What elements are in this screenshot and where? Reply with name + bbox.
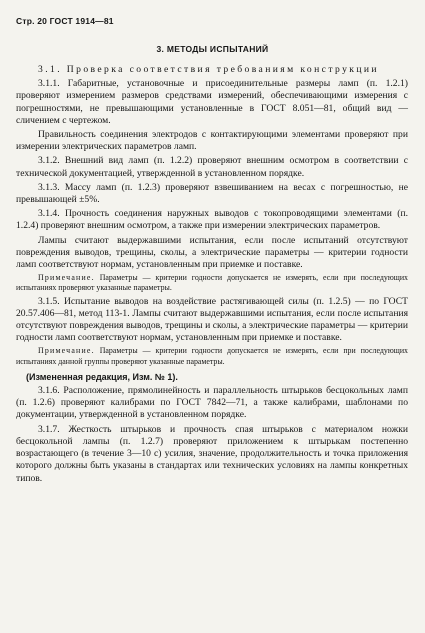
note-1 [16,273,408,293]
note-1-text: Параметры — критерии годности допускается не измерять, если при последующих испытаниях проверяют указанные параметры. [16,273,408,293]
note-2 [16,346,408,366]
page-header: Стр. 20 ГОСТ 1914—81 [16,16,114,26]
edition-note: (Измененная редакция, Изм. № 1). [26,371,178,382]
paragraph-electrodes: Правильность соединения электродов с контактирующими элементами проверяют при измерении электрических параметров ламп. [16,129,408,153]
paragraph-lamps-passed: Лампы считают выдержавшими испытания, если после испытаний отсутствуют повреждения выводов, трещины, сколы, а электрические параметры — критерии годности ламп соответствуют нормам, установленным при приемке и поставке. [16,234,408,271]
paragraph-3-1-6: 3.1.6. Расположение, прямолинейность и параллельность штырьков бесцокольных ламп (п. 1.2.6) проверяют калибрами по ГОСТ 7842—71, а также калибрами, шаблонами по документации, утвержденной в установленном порядке. [16,385,408,421]
paragraph-3-1-5: 3.1.5. Испытание выводов на воздействие растягивающей силы (п. 1.2.5) — по ГОСТ 20.57.406—81, метод 113-1. Лампы считают выдержавшими испытания, если после испытания отсутствуют повреждения выводов, трещины и сколы, а электрические параметры — критерии годности ламп соответствуют нормам, установленным при приемке и поставке. [16,295,408,344]
paragraph-3-1-7: 3.1.7. Жесткость штырьков и прочность спая штырьков с материалом ножки бесцокольной лампы (п. 1.2.7) проверяют приложением к штырькам постепенно возрастающего (в течение 3—10 с) усилия, значение, продолжительность и точка приложения которого должны быть указаны в стандартах или технических условиях на лампы конкретных типов. [16,423,408,484]
paragraph-3-1-2: 3.1.2. Внешний вид ламп (п. 1.2.2) проверяют внешним осмотром в соответствии с технической документацией, утвержденной в установленном порядке. [16,155,408,179]
paragraph-3-1-1: 3.1.1. Габаритные, установочные и присоединительные размеры ламп (п. 1.2.1) проверяют измерением размеров средствами измерений, обеспечивающими измерения с погрешностями, не превышающими установленные в ГОСТ 8.051—81, общий вид — сличением с чертежом. [16,78,408,126]
section-title: 3. МЕТОДЫ ИСПЫТАНИЙ [156,44,269,54]
document-body [16,64,408,485]
paragraph-3-1-4: 3.1.4. Прочность соединения наружных выводов с токопроводящими элементами (п. 1.2.4) проверяют внешним осмотром, а также при измерении электрических параметров. [16,208,408,232]
note-2-label: Примечание. [38,346,95,356]
paragraph-3-1: 3.1. Проверка соответствия требованиям конструкции [38,64,379,75]
paragraph-3-1-3: 3.1.3. Массу ламп (п. 1.2.3) проверяют взвешиванием на весах с погрешностью, не превышающей ±5%. [16,181,408,206]
note-2-text: Параметры — критерии годности допускается не измерять, если при последующих испытаниях данной группы проверяют указанные параметры. [16,346,408,366]
note-1-label: Примечание. [38,273,95,283]
